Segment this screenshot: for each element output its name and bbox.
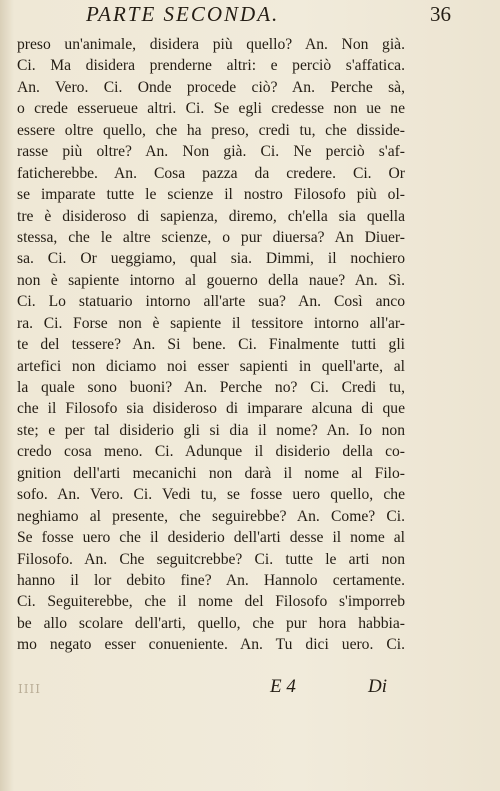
text-line: o crede esserueue altri. Ci. Se egli credesse non ue ne — [17, 100, 405, 118]
text-line: preso un'animale, disidera più quello? An. Non già. — [17, 36, 405, 53]
text-line: Ci. Lo statuario intorno all'arte sua? An. Così anco — [17, 293, 405, 311]
page-number: 36 — [430, 2, 451, 26]
text-line: credo cosa meno. Ci. Adunque il disiderio della co- — [17, 443, 405, 461]
text-line: Filosofo. An. Che seguitcrebbe? Ci. tutte le arti non — [17, 550, 405, 568]
text-line: se imparate tutte le scienze il nostro Filosofo più ol- — [17, 186, 405, 204]
text-line: ste; e per tal disiderio gli si dia il nome? An. Io non — [17, 421, 405, 439]
text-line: Ci. Ma disidera prenderne altri: e perciò s'affatica. — [17, 57, 405, 75]
text-line: faticherebbe. An. Cosa pazza da credere. Ci. Or — [17, 164, 405, 182]
footer-mark: IIII — [18, 682, 41, 696]
text-line: rasse più oltre? An. Non già. Ci. Ne perciò s'af- — [17, 143, 405, 161]
text-line: te del tessere? An. Si bene. Ci. Finalmente tutti gli — [17, 336, 405, 354]
text-line: stessa, che le altre scienze, o pur diuersa? An Diuer- — [17, 228, 405, 246]
catchword: Di — [368, 676, 387, 697]
text-line: mo negato esser conueniente. An. Tu dici uero. Ci. — [17, 636, 405, 654]
text-line: Ci. Seguiterebbe, che il nome del Filosofo s'imporreb — [17, 593, 405, 611]
text-line: Se fosse uero che il desiderio dell'arti desse il nome al — [17, 529, 405, 547]
running-head-title: PARTE SECONDA. — [86, 2, 280, 26]
text-line: sa. Ci. Or ueggiamo, qual sia. Dimmi, il nochiero — [17, 250, 405, 268]
body-text — [17, 34, 405, 656]
running-head — [0, 2, 500, 28]
text-line: tre è disideroso di sapienza, diremo, ch'ella sia quella — [17, 207, 405, 225]
signature-mark: E 4 — [270, 676, 296, 697]
text-line: hanno il lor debito fine? An. Hannolo certamente. — [17, 571, 405, 589]
text-line: la quale sono buoni? An. Perche no? Ci. Credi tu, — [17, 379, 405, 396]
text-line: non è sapiente intorno al gouerno della naue? An. Sì. — [17, 271, 405, 289]
text-line: An. Vero. Ci. Onde procede ciò? An. Perche sà, — [17, 78, 405, 96]
text-line: essere oltre quello, che ha preso, credi tu, che disside- — [17, 121, 405, 139]
text-line: ra. Ci. Forse non è sapiente il tessitore intorno all'ar- — [17, 314, 405, 332]
text-line: che il Filosofo sia disideroso di imparare alcuna di que — [17, 400, 405, 418]
text-line: be allo scolare dell'arti, quello, che pur hora habbia- — [17, 614, 405, 632]
text-line: gnition dell'arti mecanichi non darà il nome al Filo- — [17, 464, 405, 482]
page-footer — [0, 676, 500, 704]
text-line: artefici non diciamo noi esser sapienti in quell'arte, al — [17, 357, 405, 375]
text-line: neghiamo al presente, che seguirebbe? An. Come? Ci. — [17, 507, 405, 525]
text-line: sofo. An. Vero. Ci. Vedi tu, se fosse uero quello, che — [17, 486, 405, 504]
